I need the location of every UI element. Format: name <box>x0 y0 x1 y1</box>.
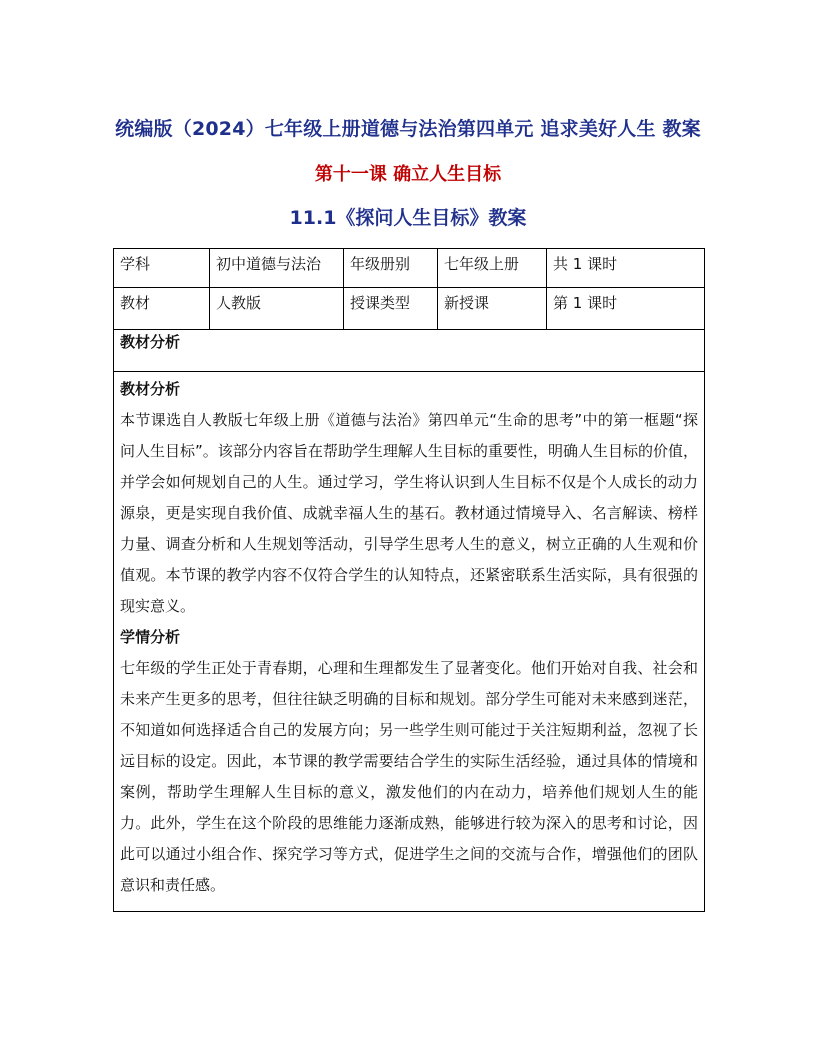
section-header: 教材分析 <box>114 330 705 372</box>
current-period: 第 1 课时 <box>547 288 705 330</box>
total-periods: 共 1 课时 <box>547 249 705 288</box>
lesson-type-value: 新授课 <box>438 288 547 330</box>
section-title: 11.1《探问人生目标》教案 <box>289 207 527 229</box>
grade-value: 七年级上册 <box>438 249 547 288</box>
textbook-analysis-text: 本节课选自人教版七年级上册《道德与法治》第四单元“生命的思考”中的第一框题“探问人生目标”。该部分内容旨在帮助学生理解人生目标的重要性，明确人生目标的价值，并学会如何规划自己的人生。通过学习，学生将认识到人生目标不仅是个人成长的动力源泉，更是实现自我价值、成就幸福人生的基石。教材通过情境导入、名言解读、榜样力量、调查分析和人生规划等活动，引导学生思考人生的意义，树立正确的人生观和价值观。本节课的教学内容不仅符合学生的认知特点，还紧密联系生活实际，具有很强的现实意义。 <box>120 411 698 615</box>
student-analysis-text: 七年级的学生正处于青春期，心理和生理都发生了显著变化。他们开始对自我、社会和未来产生更多的思考，但往往缺乏明确的目标和规划。部分学生可能对未来感到迷茫，不知道如何选择适合自己的发展方向；另一些学生则可能过于关注短期利益，忽视了长远目标的设定。因此，本节课的教学需要结合学生的实际生活经验，通过具体的情境和案例，帮助学生理解人生目标的意义，激发他们的内在动力，培养他们规划人生的能力。此外，学生在这个阶段的思维能力逐渐成熟，能够进行较为深入的思考和讨论，因此可以通过小组合作、探究学习等方式，促进学生之间的交流与合作，增强他们的团队意识和责任感。 <box>120 659 698 894</box>
table-row <box>114 372 705 912</box>
subject-value: 初中道德与法治 <box>210 249 344 288</box>
document-title: 统编版（2024）七年级上册道德与法治第四单元 追求美好人生 教案 <box>115 118 701 140</box>
table-row <box>114 249 705 288</box>
grade-label: 年级册别 <box>344 249 438 288</box>
table-row <box>114 288 705 330</box>
table-row <box>114 330 705 372</box>
textbook-value: 人教版 <box>210 288 344 330</box>
lesson-title: 第十一课 确立人生目标 <box>314 164 502 185</box>
textbook-label: 教材 <box>114 288 210 330</box>
subject-label: 学科 <box>114 249 210 288</box>
student-analysis-heading: 学情分析 <box>120 628 181 646</box>
analysis-cell <box>114 372 705 912</box>
textbook-analysis-heading: 教材分析 <box>120 380 181 398</box>
lesson-plan-table <box>113 248 705 912</box>
lesson-type-label: 授课类型 <box>344 288 438 330</box>
